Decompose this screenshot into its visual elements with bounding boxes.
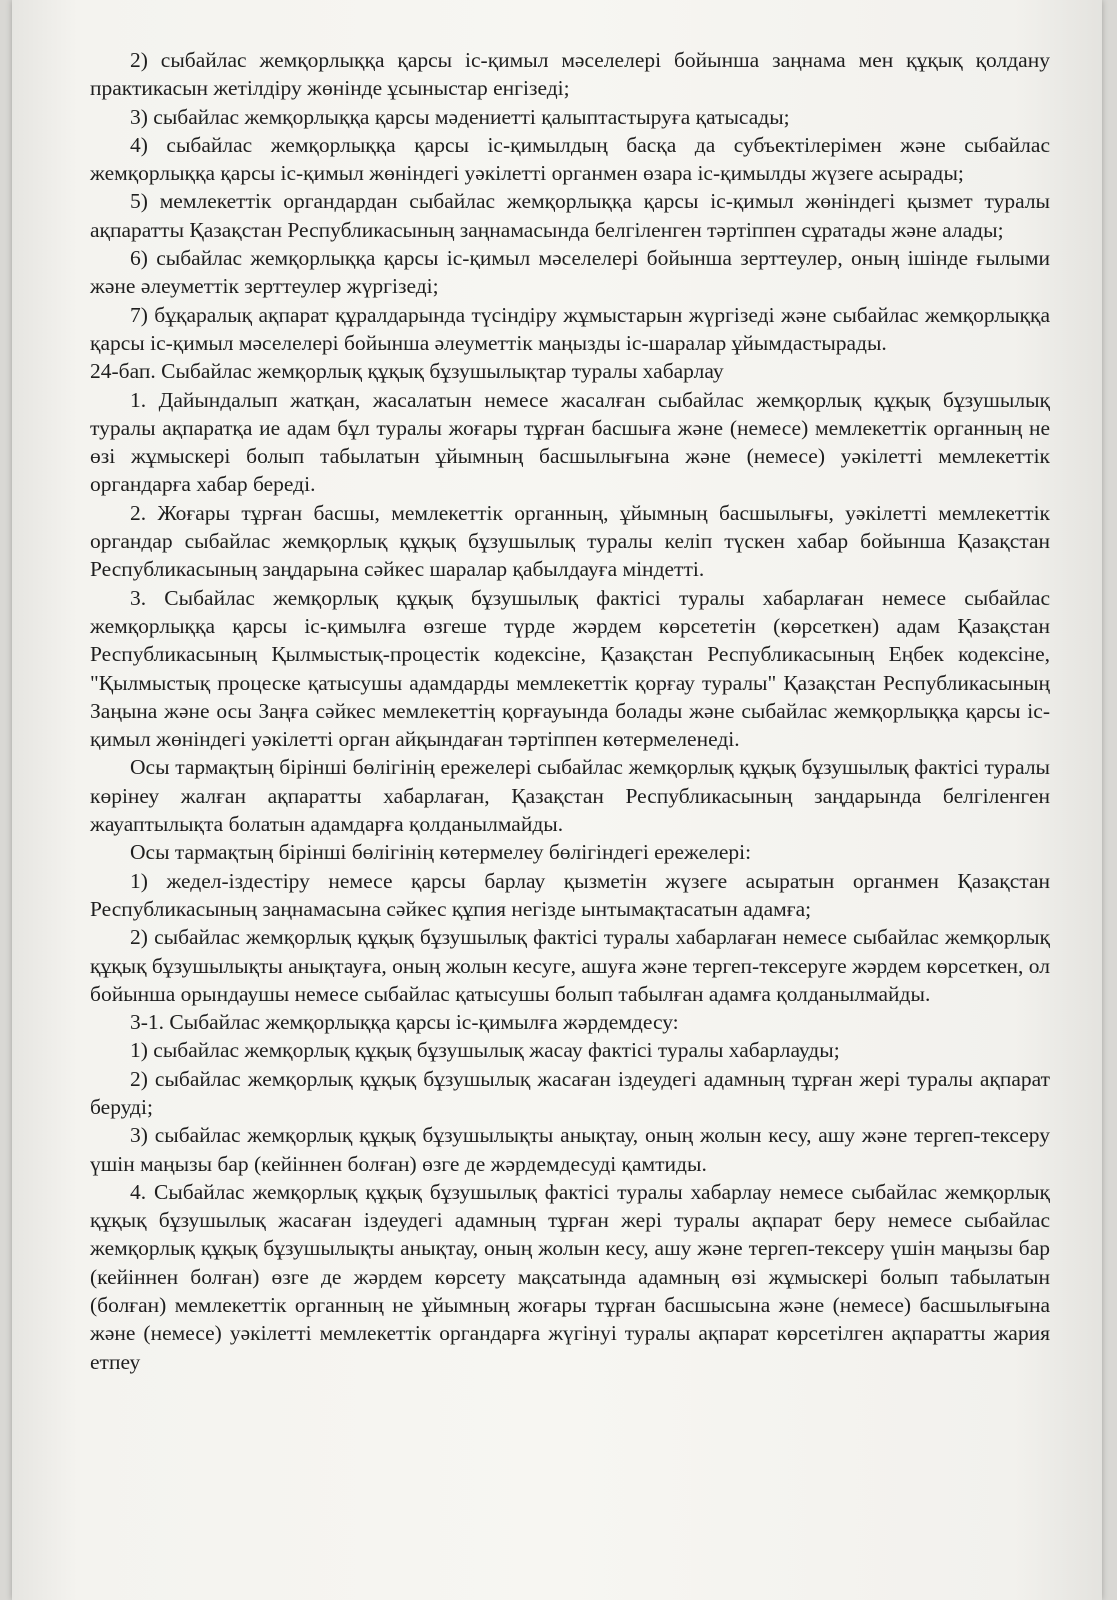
paragraph-item-5: 5) мемлекеттік органдардан сыбайлас жемқорлыққа қарсы іс-қимыл жөніндегі қызмет туралы ақпаратты Қазақстан Республикасының заңнамасында белгіленген тәртіппен сұратады және алады; bbox=[90, 189, 1050, 242]
paragraph-clause-4: 4. Сыбайлас жемқорлық құқық бұзушылық фактісі туралы хабарлау немесе сыбайлас жемқорлық құқық бұзушылық жасаған іздеудегі адамның тұрған жері туралы ақпарат беру немесе сыбайлас жемқорлық құқық бұзушылықты анықтау, оның жолын кесу, ашу және тергеп-тексеру үшін маңызы бар (кейіннен болған) өзге де жәрдем көрсету мақсатында адамның өзі жұмыскері болып табылатын (болған) мемлекеттік органның не ұйымның жоғары тұрған басшысына және (немесе) басшылығына және (немесе) уәкілетті мемлекеттік органдарға жүгінуі туралы ақпарат көрсетілген ақпаратты жария етпеу bbox=[90, 1179, 1050, 1374]
paragraph-clause-3-sub-1: 1) жедел-іздестіру немесе қарсы барлау қызметін жүзеге асыратын органмен Қазақстан Республикасының заңнамасына сәйкес құпия негізде ынтымақтасатын адамға; bbox=[90, 868, 1050, 921]
paragraph-item-2: 2) сыбайлас жемқорлыққа қарсы іс-қимыл мәселелері бойынша заңнама мен құқық қолдану практикасын жетілдіру жөнінде ұсыныстар енгізеді; bbox=[90, 48, 1050, 101]
paragraph-item-6: 6) сыбайлас жемқорлыққа қарсы іс-қимыл мәселелері бойынша зерттеулер, оның ішінде ғылыми және әлеуметтік зерттеулер жүргізеді; bbox=[90, 246, 1050, 299]
paragraph-clause-3-1-sub-2: 2) сыбайлас жемқорлық құқық бұзушылық жасаған іздеудегі адамның тұрған жері туралы ақпарат беруді; bbox=[90, 1066, 1050, 1119]
paragraph-item-3: 3) сыбайлас жемқорлыққа қарсы мәдениетті қалыптастыруға қатысады; bbox=[130, 104, 790, 129]
article-24-heading: 24-бап. Сыбайлас жемқорлық құқық бұзушылықтар туралы хабарлау bbox=[90, 359, 724, 384]
paragraph-clause-3-part-2: Осы тармақтың бірінші бөлігінің ережелері сыбайлас жемқорлық құқық бұзушылық фактісі туралы көрінеу жалған ақпаратты хабарлаған, Қазақстан Республикасының заңдарында белгіленген жауаптылықта болатын адамдарға қолданылмайды. bbox=[90, 755, 1050, 837]
document-page bbox=[12, 0, 1102, 1600]
paragraph-clause-3-1-sub-3: 3) сыбайлас жемқорлық құқық бұзушылықты анықтау, оның жолын кесу, ашу және тергеп-тексеру үшін маңызы бар (кейіннен болған) өзге де жәрдемдесуді қамтиды. bbox=[90, 1123, 1050, 1176]
paragraph-clause-3-1: 3-1. Сыбайлас жемқорлыққа қарсы іс-қимылға жәрдемдесу: bbox=[130, 1010, 679, 1035]
paragraph-clause-3-1-sub-1: 1) сыбайлас жемқорлық құқық бұзушылық жасау фактісі туралы хабарлауды; bbox=[130, 1038, 840, 1063]
paragraph-clause-1: 1. Дайындалып жатқан, жасалатын немесе жасалған сыбайлас жемқорлық құқық бұзушылық туралы ақпаратқа ие адам бұл туралы жоғары тұрған басшыға және (немесе) мемлекеттік органның не өзі жұмыскері болып табылатын ұйымның басшылығына және (немесе) уәкілетті мемлекеттік органдарға хабар береді. bbox=[90, 387, 1050, 497]
paragraph-clause-3-sub-2: 2) сыбайлас жемқорлық құқық бұзушылық фактісі туралы хабарлаған немесе сыбайлас жемқорлық құқық бұзушылықты анықтауға, оның жолын кесуге, ашуға және тергеп-тексеруге жәрдем көрсеткен, ол бойынша орындаушы немесе сыбайлас қатысушы болып табылған адамға қолданылмайды. bbox=[90, 925, 1051, 1006]
paragraph-item-7: 7) бұқаралық ақпарат құралдарында түсіндіру жұмыстарын жүргізеді және сыбайлас жемқорлыққа қарсы іс-қимыл мәселелері бойынша әлеуметтік маңызды іс-шаралар ұйымдастырады. bbox=[90, 302, 1050, 355]
document-body bbox=[90, 46, 1050, 1376]
paragraph-item-4: 4) сыбайлас жемқорлыққа қарсы іс-қимылдың басқа да субъектілерімен және сыбайлас жемқорлыққа қарсы іс-қимыл жөніндегі уәкілетті органмен өзара іс-қимылды жүзеге асырады; bbox=[90, 132, 1050, 186]
paragraph-clause-3-part-3: Осы тармақтың бірінші бөлігінің көтермелеу бөлігіндегі ережелері: bbox=[130, 840, 752, 865]
paragraph-clause-2: 2. Жоғары тұрған басшы, мемлекеттік органның, ұйымның басшылығы, уәкілетті мемлекеттік органдар сыбайлас жемқорлық құқық бұзушылық туралы келіп түскен хабар бойынша Қазақстан Республикасының заңдарына сәйкес шаралар қабылдауға міндетті. bbox=[90, 500, 1050, 582]
paragraph-clause-3: 3. Сыбайлас жемқорлық құқық бұзушылық фактісі туралы хабарлаған немесе сыбайлас жемқорлыққа қарсы іс-қимылға өзгеше түрде жәрдем көрсететін (көрсеткен) адам Қазақстан Республикасының Қылмыстық-процестік кодексіне, Қазақстан Республикасының Еңбек кодексіне, "Қылмыстық процеске қатысушы адамдарды мемлекеттік қорғау туралы" Қазақстан Республикасының Заңына және осы Заңға сәйкес мемлекеттің қорғауында болады және сыбайлас жемқорлыққа қарсы іс-қимыл жөніндегі уәкілетті орган айқындаған тәртіппен көтермеленеді. bbox=[90, 585, 1050, 752]
